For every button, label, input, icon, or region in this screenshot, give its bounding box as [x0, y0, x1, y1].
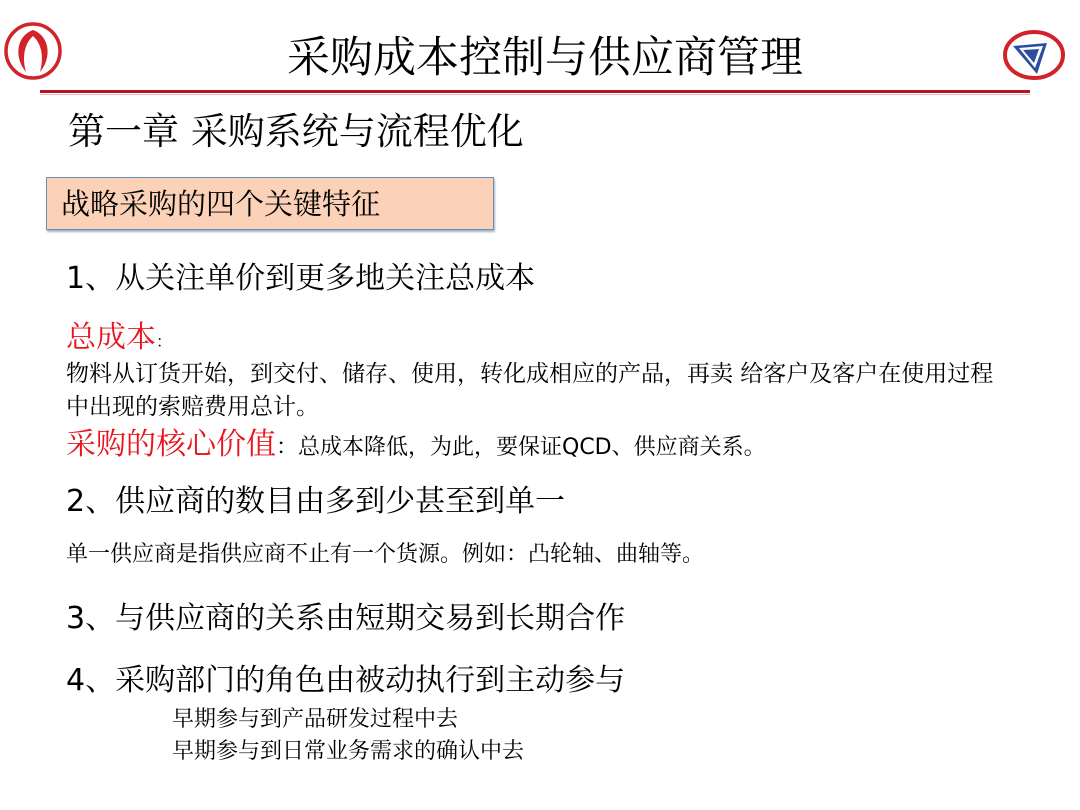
point-4-heading: 4、采购部门的角色由被动执行到主动参与 — [66, 663, 626, 698]
total-cost-label — [66, 320, 172, 360]
total-cost-colon: ： — [156, 332, 173, 351]
point-4-sub-item: 早期参与到产品研发过程中去 — [172, 707, 459, 732]
title-divider — [40, 90, 1030, 93]
point-1-heading: 1、从关注单价到更多地关注总成本 — [66, 261, 536, 296]
title-divider-shadow — [40, 94, 1030, 95]
core-value-description: ：总成本降低，为此，要保证QCD、供应商关系。 — [276, 435, 766, 460]
point-4-sub-item: 早期参与到日常业务需求的确认中去 — [172, 739, 525, 764]
point-2-heading: 2、供应商的数目由多到少甚至到单一 — [66, 484, 566, 519]
total-cost-term: 总成本 — [66, 320, 156, 355]
total-cost-description: 物料从订货开始，到交付、储存、使用，转化成相应的产品，再卖 给客户及客户在使用过程中出现的索赔费用总计。 — [66, 361, 994, 420]
page-title: 采购成本控制与供应商管理 — [287, 33, 803, 83]
point-3-heading: 3、与供应商的关系由短期交易到长期合作 — [66, 601, 626, 636]
section-label-box: 战略采购的四个关键特征 — [46, 177, 494, 230]
chapter-heading: 第一章 采购系统与流程优化 — [68, 110, 524, 153]
core-value-term: 采购的核心价值 — [66, 427, 276, 462]
point-2-description: 单一供应商是指供应商不止有一个货源。例如：凸轮轴、曲轴等。 — [66, 542, 705, 567]
core-value-line — [66, 425, 766, 468]
